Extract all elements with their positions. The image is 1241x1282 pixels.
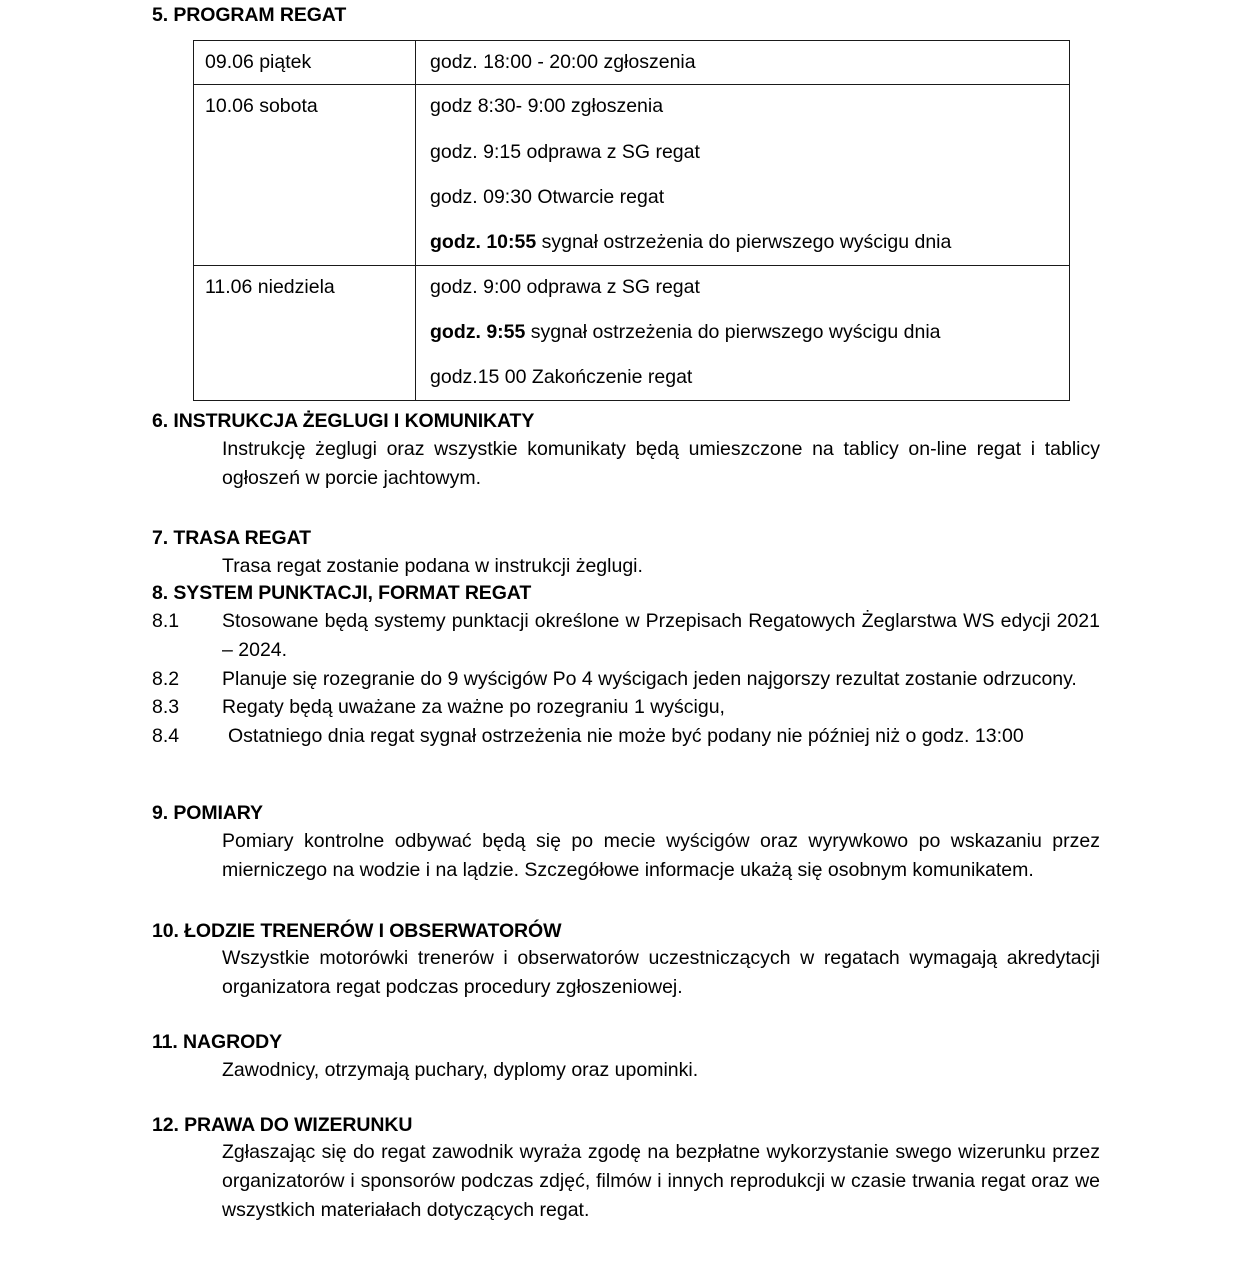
day-label: 11.06 niedziela bbox=[205, 275, 335, 298]
section-7-heading: 7. TRASA REGAT bbox=[152, 527, 311, 550]
schedule-line bbox=[430, 320, 1069, 345]
section-6-paragraph: Instrukcję żeglugi oraz wszystkie komunikaty będą umieszczone na tablicy on-line regat i tablicy ogłoszeń w porcie jachtowym. bbox=[222, 437, 1100, 489]
list-item-number: 8.2 bbox=[152, 667, 180, 690]
schedule-line bbox=[430, 275, 1069, 300]
spacer bbox=[152, 751, 1100, 801]
schedule-line bbox=[430, 365, 1069, 390]
table-cell-day bbox=[194, 265, 416, 400]
schedule-text: godz. 09:30 Otwarcie regat bbox=[430, 186, 665, 209]
day-label: 09.06 piątek bbox=[205, 51, 312, 73]
schedule-text: godz. 9:15 odprawa z SG regat bbox=[430, 140, 700, 163]
section-5-heading: 5. PROGRAM REGAT bbox=[152, 4, 347, 26]
section-9-paragraph: Pomiary kontrolne odbywać będą się po mecie wyścigów oraz wyrywkowo po wskazaniu przez mierniczego na wodzie i na lądzie. Szczegółowe informacje ukażą się osobnym komunikatem. bbox=[222, 829, 1100, 881]
table-row bbox=[194, 41, 1070, 85]
schedule-line bbox=[430, 140, 1069, 165]
section-11-paragraph: Zawodnicy, otrzymają puchary, dyplomy oraz upominki. bbox=[222, 1058, 699, 1081]
list-item-number: 8.4 bbox=[152, 725, 180, 748]
day-label: 10.06 sobota bbox=[205, 95, 318, 118]
list-item bbox=[152, 665, 1100, 694]
section-11-heading: 11. NAGRODY bbox=[152, 1030, 283, 1053]
schedule-line bbox=[430, 50, 1069, 75]
schedule-line bbox=[430, 185, 1069, 210]
section-12-heading: 12. PRAWA DO WIZERUNKU bbox=[152, 1113, 413, 1136]
schedule-text: sygnał ostrzeżenia do pierwszego wyścigu dnia bbox=[536, 231, 952, 254]
schedule-text: godz. 18:00 - 20:00 zgłoszenia bbox=[430, 51, 696, 73]
schedule-text: godz 8:30- 9:00 zgłoszenia bbox=[430, 95, 664, 118]
list-item-number: 8.1 bbox=[152, 609, 180, 632]
section-9-heading: 9. POMIARY bbox=[152, 802, 263, 825]
table-cell-day bbox=[194, 41, 416, 85]
program-regat-table bbox=[193, 40, 1070, 401]
list-item-text: Planuje się rozegranie do 9 wyścigów Po 4 wyścigach jeden najgorszy rezultat zostanie odrzucony. bbox=[222, 667, 1077, 690]
schedule-text: godz.15 00 Zakończenie regat bbox=[430, 366, 693, 389]
section-6-heading: 6. INSTRUKCJA ŻEGLUGI I KOMUNIKATY bbox=[152, 410, 535, 432]
schedule-text: sygnał ostrzeżenia do pierwszego wyścigu dnia bbox=[525, 321, 941, 344]
list-item-text: Stosowane będą systemy punktacji określone w Przepisach Regatowych Żeglarstwa WS edycji 2021 – 2024. bbox=[222, 609, 1100, 661]
table-cell-schedule bbox=[416, 265, 1070, 400]
spacer bbox=[152, 1085, 1100, 1113]
list-item-number: 8.3 bbox=[152, 696, 180, 719]
section-12-paragraph: Zgłaszając się do regat zawodnik wyraża zgodę na bezpłatne wykorzystanie swego wizerunku przez organizatorów i sponsorów podczas zdjęć, filmów i innych reprodukcji w czasie trwania regat oraz we wszystkich materiałach dotyczących regat. bbox=[222, 1141, 1100, 1222]
list-item bbox=[152, 693, 1100, 722]
section-10-paragraph: Wszystkie motorówki trenerów i obserwatorów uczestniczących w regatach wymagają akredytacji organizatora regat podczas procedury zgłoszeniowej. bbox=[222, 947, 1100, 999]
list-item-text: Ostatniego dnia regat sygnał ostrzeżenia nie może być podany nie później niż o godz. 13:00 bbox=[228, 725, 1024, 748]
spacer bbox=[152, 492, 1100, 526]
section-7-paragraph: Trasa regat zostanie podana w instrukcji żeglugi. bbox=[222, 555, 643, 578]
document-body bbox=[152, 409, 1100, 1225]
schedule-line bbox=[430, 94, 1069, 119]
list-item bbox=[152, 722, 1100, 751]
section-5-heading-wrap bbox=[152, 3, 346, 29]
table-cell-day bbox=[194, 85, 416, 265]
schedule-time-bold: godz. 9:55 bbox=[430, 321, 526, 344]
spacer bbox=[152, 885, 1100, 919]
table-cell-schedule bbox=[416, 41, 1070, 85]
section-8-heading: 8. SYSTEM PUNKTACJI, FORMAT REGAT bbox=[152, 582, 532, 605]
spacer bbox=[152, 1002, 1100, 1030]
list-item bbox=[152, 607, 1100, 665]
section-10-heading: 10. ŁODZIE TRENERÓW I OBSERWATORÓW bbox=[152, 919, 562, 942]
schedule-text: godz. 9:00 odprawa z SG regat bbox=[430, 275, 700, 298]
table-row bbox=[194, 265, 1070, 400]
schedule-line bbox=[430, 230, 1069, 255]
table-row bbox=[194, 85, 1070, 265]
table-cell-schedule bbox=[416, 85, 1070, 265]
schedule-time-bold: godz. 10:55 bbox=[430, 231, 537, 254]
list-item-text: Regaty będą uważane za ważne po rozegraniu 1 wyścigu, bbox=[222, 696, 725, 719]
